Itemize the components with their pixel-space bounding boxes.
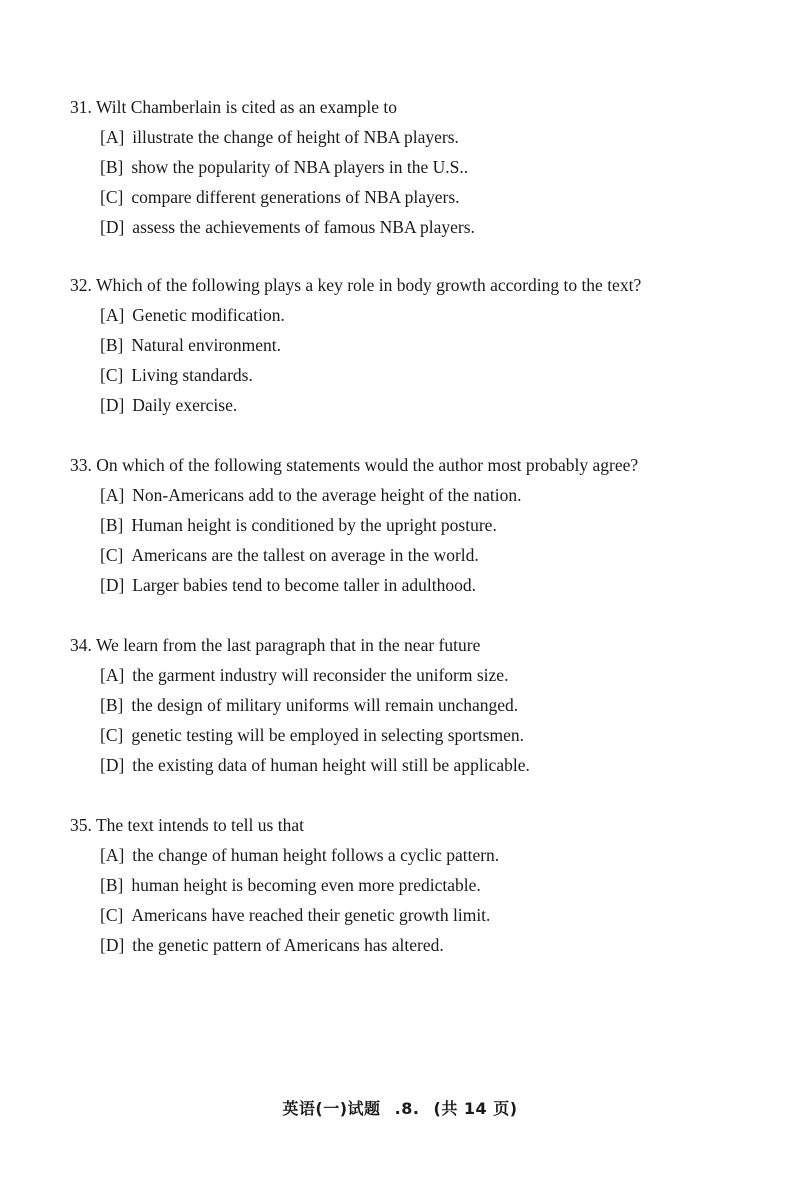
option-c: [100, 544, 710, 574]
question-33: [70, 454, 710, 604]
option-b: [100, 514, 710, 544]
option-d: [100, 574, 710, 604]
option-a: [100, 664, 710, 694]
option-text: Daily exercise.: [132, 395, 238, 415]
option-letter: [D]: [100, 935, 125, 955]
option-text: compare different generations of NBA players.: [131, 187, 460, 207]
page-footer: [0, 1096, 800, 1119]
option-letter: [B]: [100, 695, 124, 715]
option-text: the genetic pattern of Americans has altered.: [132, 935, 444, 955]
option-text: the design of military uniforms will remain unchanged.: [131, 695, 519, 715]
question-35: [70, 814, 710, 964]
option-a: [100, 484, 710, 514]
option-text: genetic testing will be employed in selecting sportsmen.: [131, 725, 525, 745]
option-text: Natural environment.: [131, 335, 282, 355]
question-31: [70, 96, 710, 246]
option-b: [100, 694, 710, 724]
option-letter: [C]: [100, 545, 124, 565]
option-letter: [C]: [100, 365, 124, 385]
option-letter: [D]: [100, 755, 125, 775]
question-text: We learn from the last paragraph that in the near future: [95, 635, 481, 655]
option-text: assess the achievements of famous NBA players.: [132, 217, 475, 237]
option-letter: [B]: [100, 157, 124, 177]
question-stem: [70, 274, 710, 304]
option-a: [100, 304, 710, 334]
question-text: On which of the following statements would the author most probably agree?: [96, 455, 639, 475]
option-text: Non-Americans add to the average height of the nation.: [132, 485, 522, 505]
option-text: Genetic modification.: [132, 305, 285, 325]
option-text: Americans have reached their genetic growth limit.: [131, 905, 491, 925]
question-text: Wilt Chamberlain is cited as an example to: [95, 97, 398, 117]
question-number: 34.: [70, 635, 92, 655]
option-text: the garment industry will reconsider the uniform size.: [132, 665, 509, 685]
question-stem: [70, 634, 710, 664]
option-letter: [C]: [100, 187, 124, 207]
question-32: [70, 274, 710, 424]
option-letter: [B]: [100, 875, 124, 895]
question-number: 31.: [70, 97, 92, 117]
question-number: 33.: [70, 455, 92, 475]
option-text: Larger babies tend to become taller in adulthood.: [132, 575, 477, 595]
option-letter: [B]: [100, 515, 124, 535]
option-text: human height is becoming even more predictable.: [131, 875, 481, 895]
option-letter: [C]: [100, 725, 124, 745]
option-letter: [D]: [100, 217, 125, 237]
option-letter: [D]: [100, 575, 125, 595]
option-letter: [A]: [100, 305, 125, 325]
option-b: [100, 156, 710, 186]
option-b: [100, 874, 710, 904]
option-c: [100, 724, 710, 754]
option-letter: [A]: [100, 845, 125, 865]
question-text: Which of the following plays a key role in body growth according to the text?: [95, 275, 642, 295]
option-text: the change of human height follows a cyclic pattern.: [132, 845, 500, 865]
option-d: [100, 394, 710, 424]
option-text: illustrate the change of height of NBA players.: [132, 127, 459, 147]
question-text: The text intends to tell us that: [95, 815, 304, 835]
option-letter: [A]: [100, 485, 125, 505]
option-d: [100, 216, 710, 246]
option-letter: [C]: [100, 905, 124, 925]
question-number: 32.: [70, 275, 92, 295]
option-a: [100, 126, 710, 156]
question-34: [70, 634, 710, 784]
option-letter: [D]: [100, 395, 125, 415]
option-text: Americans are the tallest on average in the world.: [131, 545, 479, 565]
option-text: the existing data of human height will still be applicable.: [132, 755, 530, 775]
option-c: [100, 904, 710, 934]
question-number: 35.: [70, 815, 92, 835]
option-letter: [A]: [100, 665, 125, 685]
option-text: Human height is conditioned by the upright posture.: [131, 515, 497, 535]
footer-total-pages: (共 14 页): [433, 1099, 518, 1118]
footer-page-number: .8.: [394, 1099, 420, 1118]
option-text: show the popularity of NBA players in the U.S..: [131, 157, 469, 177]
question-stem: [70, 96, 710, 126]
option-d: [100, 934, 710, 964]
option-d: [100, 754, 710, 784]
option-c: [100, 364, 710, 394]
option-a: [100, 844, 710, 874]
question-stem: [70, 814, 710, 844]
option-letter: [B]: [100, 335, 124, 355]
option-text: Living standards.: [131, 365, 253, 385]
question-stem: [70, 454, 710, 484]
footer-title: 英语(一)试题: [282, 1099, 381, 1118]
option-c: [100, 186, 710, 216]
option-letter: [A]: [100, 127, 125, 147]
option-b: [100, 334, 710, 364]
